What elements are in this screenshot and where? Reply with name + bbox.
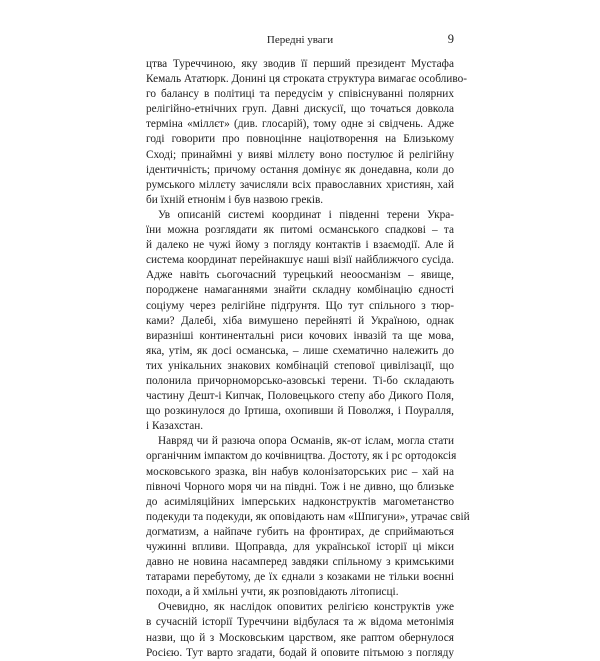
text-line: до асиміляційних імперських надконструктів магометанство	[146, 495, 454, 508]
text-line: і Казахстан.	[146, 420, 204, 433]
text-line: Ув описаній системі координат і південні терени Укра-	[158, 208, 454, 221]
text-line: породжене намаганнями знайти складну комбінацію єдності	[146, 284, 454, 297]
text-line: давно не новина насамперед завдяки спільному з кримськими	[146, 556, 454, 569]
text-line: яка, утім, як досі османська, – лише схематично належить до	[146, 344, 454, 357]
paragraph	[146, 208, 454, 434]
paragraph	[146, 434, 470, 600]
text-line: релігійно-етнічних груп. Давні дискусії, що точаться довкола	[146, 103, 454, 116]
text-line: Кемаль Ататюрк. Донині ця строката структура вимагає особливо-	[146, 73, 468, 86]
text-line: Сході; принаймні у виявi міллєту воно постулює й релігійну	[146, 148, 454, 161]
text-line: виразніші континентальні риси кочових інвазій та ще мова,	[146, 329, 454, 342]
text-line: й далеко не чужі йому з погляду контактів і взаємодії. Але й	[146, 239, 454, 252]
page-number: 9	[447, 32, 454, 46]
text-line: ідентичність; причому остання домінує як донедавна, коли до	[146, 163, 454, 176]
running-head	[146, 33, 454, 47]
text-line: московського зразка, він набув колонізаторських рис – хай на	[146, 465, 454, 478]
text-line: румського міллєту зачисляли всіх православних християн, хай	[146, 178, 454, 191]
paragraph	[146, 57, 468, 208]
text-line: догматизм, а найпаче губить на фронтирах, де сприймаються	[146, 525, 454, 538]
text-line: цтва Туреччиною, яку зводив її перший президент Мустафа	[146, 58, 454, 70]
text-line: тих унікальних знакових комбінацій степової цивілізації, що	[146, 359, 454, 372]
text-line: система координат перейнакшує наші візії найближчого сусіда.	[146, 254, 454, 267]
text-line: ками? Далебі, хіба вимушено перейняті й Україною, однак	[146, 314, 454, 327]
body-text	[146, 57, 470, 661]
text-line: терміна «міллєт» (див. глосарій), тому одне зі свідчень. Адже	[146, 118, 454, 131]
paragraph	[146, 600, 454, 660]
text-line: подекуди та подекуди, як оповідають нам «Шпигуни», утрачає свій	[146, 510, 470, 523]
text-line: Росією. Тут варто згадати, бодай й оповите пітьмою з погляду	[146, 646, 454, 659]
text-line: Навряд чи й разюча опора Османів, як-от іслам, могла стати	[158, 435, 454, 448]
text-line: би їхній етнонім і був назвою греків.	[146, 193, 324, 206]
text-line: що розкинулося до Іртиша, охопивши й Поволжя, і Поуралля,	[146, 405, 454, 418]
text-line: годі говорити про повноцінне націотворення на Близькому	[146, 133, 454, 146]
running-title: Передні уваги	[266, 34, 334, 46]
text-line: їни можна розглядати як питомі османського спадкові – та	[146, 224, 454, 237]
text-line: походи, а й хмільні учти, як розповідають літописці.	[146, 586, 399, 599]
text-line: соціуму через релігійне підґрунтя. Що тут спільного з тюр-	[146, 299, 454, 312]
text-line: татарами перебутому, де їх єднали з козаками не тільки воєнні	[146, 571, 454, 584]
text-line: Очевидно, як наслідок оповитих релігією конструктів уже	[158, 601, 454, 614]
text-line: в сучасній історії Туреччини відбулася та ж відома метонімія	[146, 616, 454, 629]
text-line: органічним імпактом до кочівництва. Достоту, як і рс ортодоксія	[146, 450, 457, 463]
text-line: Адже навіть сьогочасний турецький неоосманізм – явище,	[146, 269, 454, 282]
text-line: чужинні впливи. Щоправда, для української історії ці мікси	[146, 541, 454, 553]
text-line: назви, що й з Московським царством, яке раптом обернулося	[146, 631, 454, 644]
text-line: полонила причорноморсько-азовські терени. Ті-бо складають	[146, 374, 454, 387]
text-line: го балансу в політиці та передусім у співіснуванні полярних	[146, 88, 454, 101]
text-line: частину Дешт-і Кипчак, Половецького степу або Дикого Поля,	[146, 390, 454, 403]
text-line: півночі Чорного моря чи на півдні. Тож і не дивно, що близьке	[146, 480, 454, 493]
